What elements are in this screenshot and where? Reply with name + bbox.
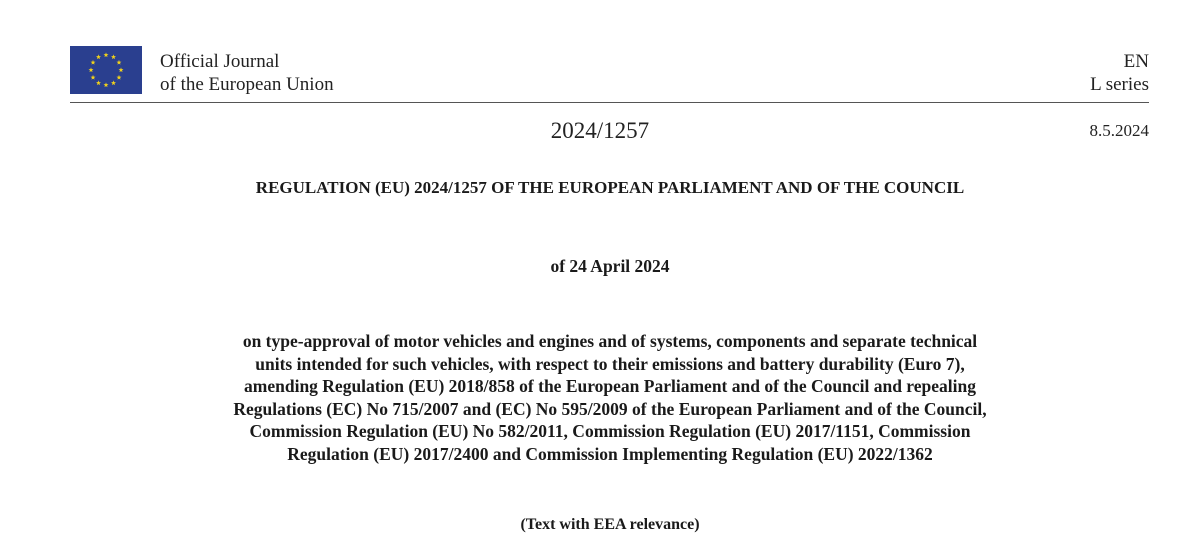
journal-meta: [1090, 50, 1149, 96]
subject-line: Regulation (EU) 2017/2400 and Commission Implementing Regulation (EU) 2022/1362: [287, 443, 933, 464]
publication-date: 8.5.2024: [1089, 121, 1149, 140]
subject-line: Commission Regulation (EU) No 582/2011, Commission Regulation (EU) 2017/1151, Commission: [249, 421, 971, 441]
eu-flag-icon: [70, 46, 142, 94]
subject-line: amending Regulation (EU) 2018/858 of the European Parliament and of the Council and repealing: [244, 376, 976, 396]
regulation-subject: [150, 330, 1070, 465]
adoption-date: of 24 April 2024: [550, 256, 670, 276]
journal-name: [160, 50, 334, 96]
subject-line: units intended for such vehicles, with respect to their emissions and battery durability (Euro 7),: [255, 353, 965, 374]
language-code: EN: [1123, 51, 1149, 72]
journal-header: [70, 44, 1149, 103]
journal-name-line1: Official Journal: [160, 51, 280, 72]
subject-line: on type-approval of motor vehicles and engines and of systems, components and separate technical: [242, 331, 978, 351]
eea-relevance-note: (Text with EEA relevance): [520, 516, 700, 533]
subject-line: Regulations (EC) No 715/2007 and (EC) No 595/2009 of the European Parliament and of the Council,: [233, 398, 987, 419]
regulation-title: REGULATION (EU) 2024/1257 OF THE EUROPEAN PARLIAMENT AND OF THE COUNCIL: [255, 178, 965, 197]
document-number: 2024/1257: [550, 118, 650, 143]
journal-name-line2: of the European Union: [160, 74, 334, 95]
series-label: L series: [1090, 74, 1149, 95]
